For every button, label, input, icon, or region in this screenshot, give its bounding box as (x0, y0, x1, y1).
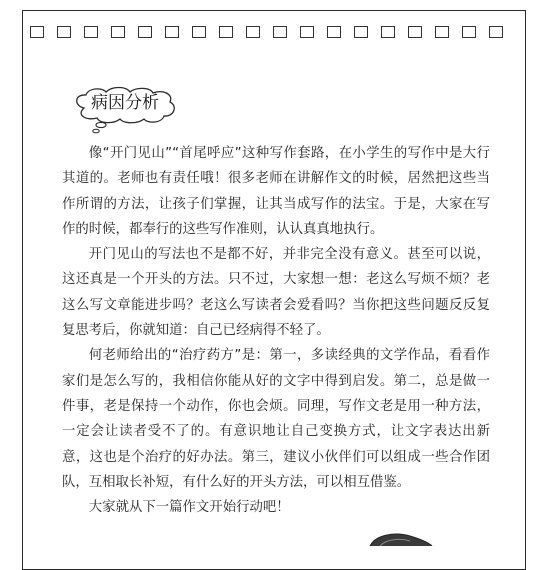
binding-hole (435, 26, 449, 38)
binding-hole (30, 26, 44, 38)
paragraph: 像“开门见山”“首尾呼应”这种写作套路，在小学生的写作中是大行其道的。老师也有责任哦！很多老师在讲解作文的时候，居然把这些当作所谓的方法，让孩子们掌握，让其当成写作的法宝。于是，大家在写作的时候，都奉行的这些写作准则，认认真真地执行。 (62, 146, 490, 237)
mascot-head-icon (366, 530, 436, 546)
binding-hole (138, 26, 152, 38)
binding-hole (354, 26, 368, 38)
article-body (62, 141, 490, 520)
binding-hole (192, 26, 206, 38)
notebook-binding (22, 26, 526, 38)
binding-hole (165, 26, 179, 38)
binding-hole (327, 26, 341, 38)
binding-hole (246, 26, 260, 38)
binding-hole (219, 26, 233, 38)
paragraph: 大家就从下一篇作文开始行动吧！ (88, 500, 290, 516)
binding-hole (408, 26, 422, 38)
binding-hole (273, 26, 287, 38)
binding-hole (84, 26, 98, 38)
paragraph: 开门见山的写法也不是都不好，并非完全没有意义。甚至可以说，这还真是一个开头的方法。只不过，大家想一想：老这么写烦不烦？老这么写文章能进步吗？老这么写读者会爱看吗？当你把这些问题反反复复思考后，你就知道：自己已经病得不轻了。 (62, 247, 490, 339)
binding-hole (462, 26, 476, 38)
binding-hole (300, 26, 314, 38)
binding-hole (489, 26, 503, 38)
binding-hole (381, 26, 395, 38)
section-title-cloud (72, 86, 178, 120)
section-title: 病因分析 (91, 93, 159, 113)
binding-hole (111, 26, 125, 38)
binding-hole (57, 26, 71, 38)
paragraph: 何老师给出的“治疗药方”是：第一，多读经典的文学作品，看看作家们是怎么写的，我相信你能从好的文字中得到启发。第二，总是做一件事，老是保持一个动作，你也会烦。同理，写作文老是用一种方法，一定会让读者受不了的。有意识地让自己变换方式，让文字表达出新意，这也是个治疗的好办法。第三，建议小伙伴们可以组成一些合作团队，互相取长补短，有什么好的开头方法，可以相互借鉴。 (62, 348, 490, 490)
